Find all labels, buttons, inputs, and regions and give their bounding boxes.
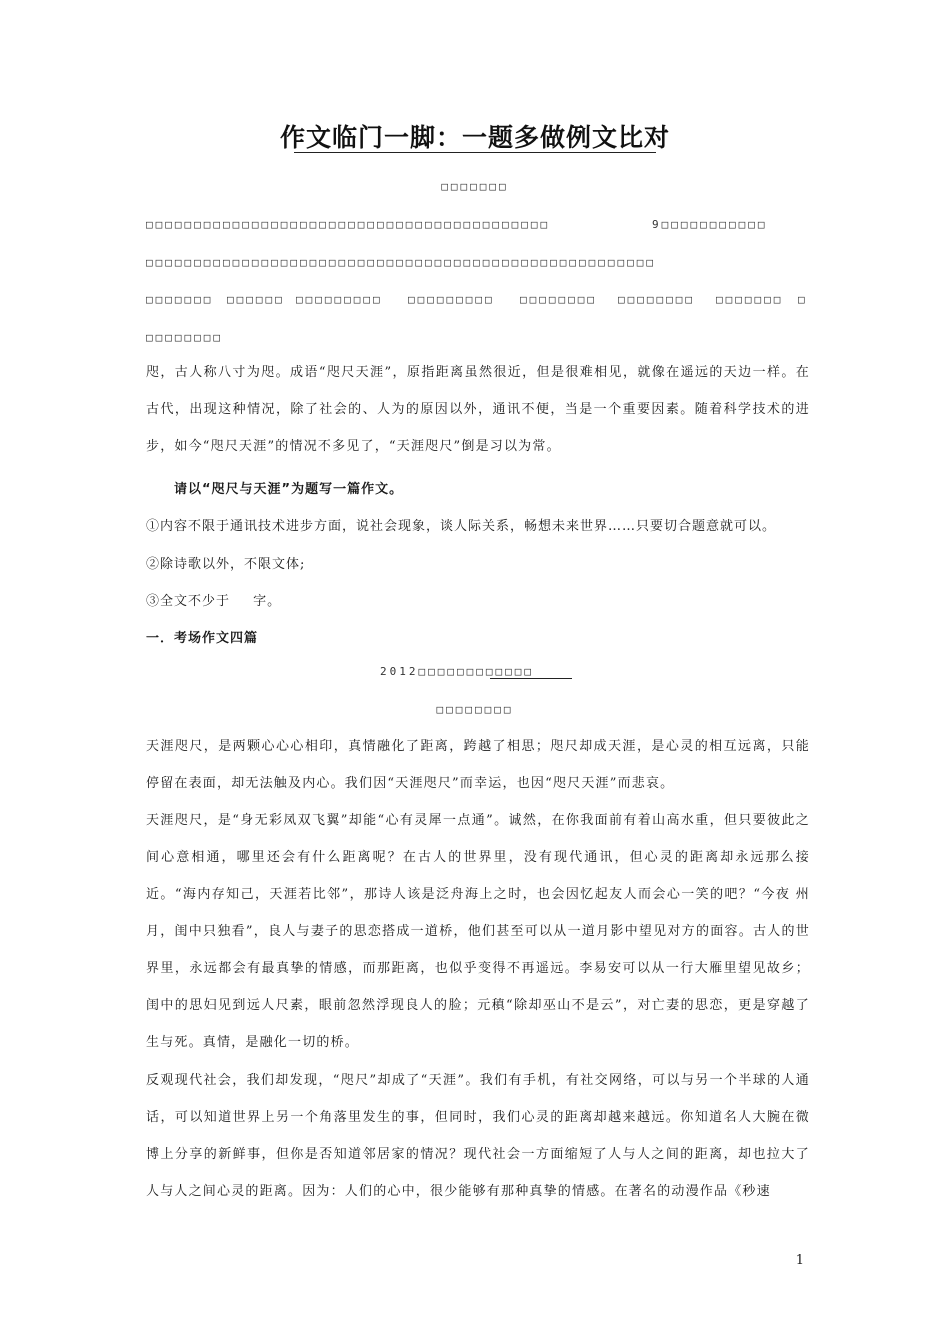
garbled-row-1-right: 9□□□□□□□□□□□ bbox=[652, 218, 768, 231]
document-title: 作文临门一脚：一题多做例文比对 bbox=[279, 123, 670, 152]
garbled-row-3-seg: □□□□□□□□ bbox=[520, 293, 597, 306]
requirement-3: ③全文不少于 字。 bbox=[146, 594, 282, 609]
requirement-2: ②除诗歌以外，不限文体; bbox=[146, 557, 306, 572]
essay-paragraph-2: 天涯咫尺，是“身无彩凤双飞翼”却能“心有灵犀一点通”。诚然，在你我面前有着山高水重，但只要彼此之间心意相通，哪里还会有什么距离呢？在古人的世界里，没有现代通讯，但心灵的距离却永远那么接近。“海内存知己，天涯若比邻”，那诗人该是泛舟海上之时，也会因忆起友人而会心一笑的吧？“今夜 州月，闺中只独看”，良人与妻子的思恋搭成一道桥，他们甚至可以从一道月影中望见对方的面容。古人的世界里，永远都会有最真挚的情感，而那距离，也似乎变得不再遥远。李易安可以从一行大雁里望见故乡；闺中的思妇见到远人尺素，眼前忽然浮现良人的脸；元稹“除却巫山不是云”，对亡妻的思恋，更是穿越了生与死。真情，是融化一切的桥。 bbox=[146, 813, 810, 1050]
garbled-row-3-seg: □□□□□□□ bbox=[716, 293, 784, 306]
garbled-row-3-seg: □ bbox=[798, 293, 808, 306]
garbled-row-3-seg: □□□□□□□□ bbox=[618, 293, 695, 306]
page-number: 1 bbox=[795, 1253, 804, 1268]
intro-paragraph: 咫，古人称八寸为咫。成语“咫尺天涯”，原指距离虽然很近，但是很难相见，就像在遥远的天边一样。在古代，出现这种情况，除了社会的、人为的原因以外，通讯不便，当是一个重要因素。随着科学技术的进步，如今“咫尺天涯”的情况不多见了，“天涯咫尺”倒是习以为常。 bbox=[146, 365, 810, 454]
essay-prompt: 请以“咫尺与天涯”为题写一篇作文。 bbox=[174, 482, 404, 497]
garbled-row-3-seg: □□□□□□□□□ bbox=[296, 293, 383, 306]
essay-source: 2012□□□□□□□□□□□□ bbox=[380, 665, 534, 678]
garbled-row-3-seg: □□□□□□ bbox=[227, 293, 285, 306]
source-underline bbox=[490, 678, 572, 679]
title-underline bbox=[294, 152, 656, 153]
garbled-row-2: □□□□□□□□□□□□□□□□□□□□□□□□□□□□□□□□□□□□□□□□□□□□□□□□□□□□□ bbox=[146, 256, 656, 269]
essay-paragraph-3: 反观现代社会，我们却发现，“咫尺”却成了“天涯”。我们有手机，有社交网络，可以与另一个半球的人通话，可以知道世界上另一个角落里发生的事，但同时，我们心灵的距离却越来越远。你知道名人大腕在微博上分享的新鲜事，但你是否知道邻居家的情况？现代社会一方面缩短了人与人之间的距离，却也拉大了人与人之间心灵的距离。因为：人们的心中，很少能够有那种真挚的情感。在著名的动漫作品《秒速 bbox=[146, 1073, 810, 1199]
garbled-row-3-seg: □□□□□□□□□ bbox=[408, 293, 495, 306]
garbled-row-1-left: □□□□□□□□□□□□□□□□□□□□□□□□□□□□□□□□□□□□□□□□□□ bbox=[146, 218, 551, 231]
essay-paragraph-1: 天涯咫尺，是两颗心心心相印，真情融化了距离，跨越了相思；咫尺却成天涯，是心灵的相互远离，只能停留在表面，却无法触及内心。我们因“天涯咫尺”而幸运，也因“咫尺天涯”而悲哀。 bbox=[146, 739, 810, 791]
garbled-row-4: □□□□□□□□ bbox=[146, 331, 223, 344]
garbled-row-3-seg: □□□□□□□ bbox=[146, 293, 214, 306]
subheading: □□□□□□□ bbox=[441, 180, 509, 193]
essay-title: □□□□□□□□ bbox=[436, 703, 514, 716]
requirement-1: ①内容不限于通讯技术进步方面，说社会现象，谈人际关系，畅想未来世界……只要切合题意就可以。 bbox=[146, 519, 777, 534]
section-heading: 一．考场作文四篇 bbox=[146, 631, 259, 646]
